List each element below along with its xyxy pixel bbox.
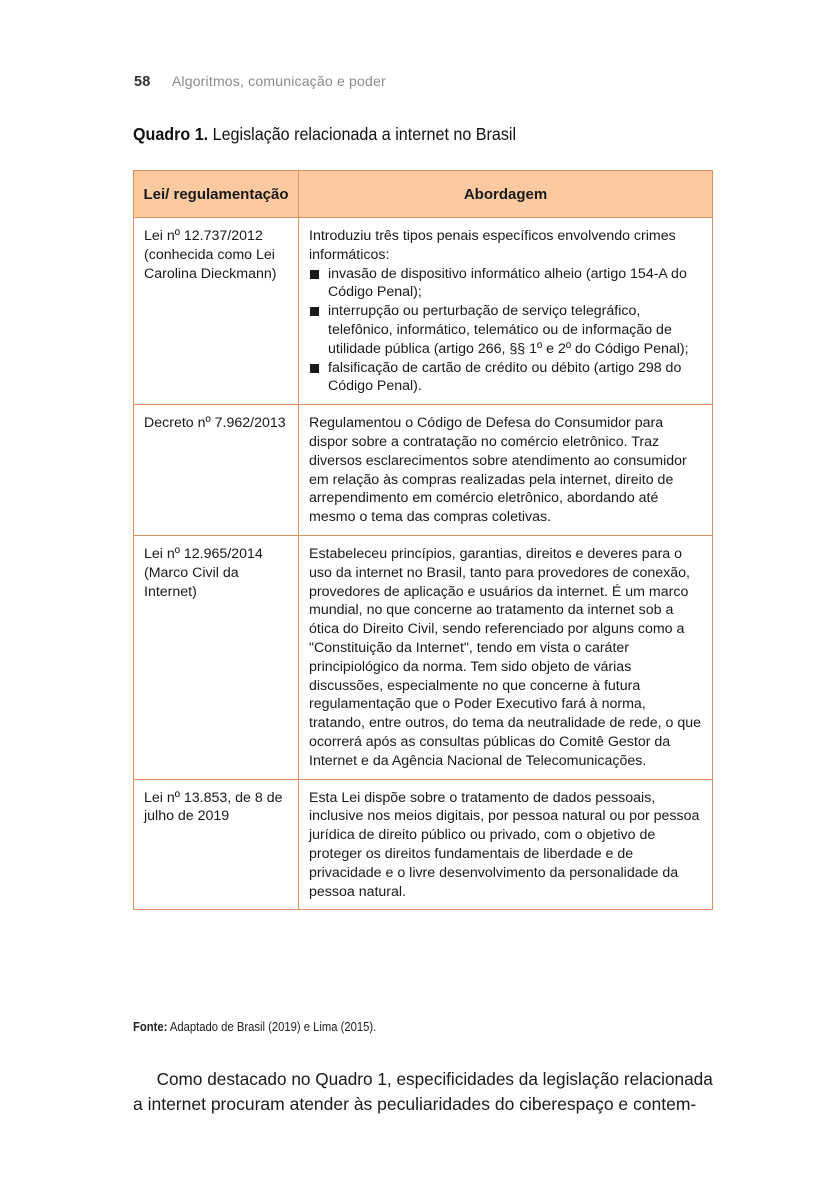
body-paragraph [133, 1067, 713, 1117]
running-header [134, 73, 386, 90]
bullet-item [309, 265, 702, 303]
description-cell [299, 218, 713, 405]
description-cell [299, 405, 713, 536]
paragraph-line: a internet procuram atender às peculiaridades do ciberespaço e contem- [133, 1094, 697, 1114]
bullet-item [309, 302, 702, 358]
bullet-list [309, 265, 702, 397]
column-header-approach: Abordagem [299, 171, 713, 218]
page-number: 58 [134, 74, 151, 90]
description-text: Introduziu três tipos penais específicos envolvendo crimes informáticos: [309, 228, 676, 263]
law-name: Lei nº 12.737/2012 (conhecida como Lei Carolina Dieckmann) [144, 228, 277, 282]
legislation-table [133, 170, 713, 910]
source-label: Fonte: [133, 1020, 168, 1034]
description-text: Estabeleceu princípios, garantias, direitos e deveres para o uso da internet no Brasil, tanto para provedores de conexão, provedores de aplicação e usuários da internet. É um marco mundial, no que concerne ao tratamento da internet sob a ótica do Direito Civil, sendo referenciado por alguns como a "Constituição da Internet", tendo em vista o caráter principiológico da norma. Tem sido objeto de várias discussões, especialmente no que concerne à futura regulamentação que o Poder Executivo fará à norma, tratando, entre outros, do tema da neutralidade de rede, o que ocorrerá após as consultas públicas do Comitê Gestor da Internet e da Agência Nacional de Telecomunicações. [309, 545, 702, 769]
description-cell [299, 535, 713, 779]
column-header-law: Lei/ regulamentação [134, 171, 299, 218]
table-row [134, 218, 713, 405]
description-text: Esta Lei dispõe sobre o tratamento de dados pessoais, inclusive nos meios digitais, por pessoa natural ou por pessoa jurídica de direito público ou privado, com o objetivo de proteger os direitos fundamentais de liberdade e de privacidade e o livre desenvolvimento da personalidade da pessoa natural. [309, 789, 700, 900]
description-text: Regulamentou o Código de Defesa do Consumidor para dispor sobre a contratação no comércio eletrônico. Traz diversos esclarecimentos sobre atendimento ao consumidor em relação às compras realizadas pela internet, direito de arrependimento em comércio eletrônico, abordando até mesmo o tema das compras coletivas. [309, 415, 687, 526]
table-header-row [134, 171, 713, 218]
law-cell [134, 405, 299, 536]
bullet-text: interrupção ou perturbação de serviço telegráfico, telefônico, informático, telemático ou de informação de utilidade pública (artigo 266, §§ 1º e 2º do Código Penal); [328, 303, 689, 357]
square-bullet-icon [310, 307, 319, 316]
table-caption [133, 124, 516, 145]
caption-label: Quadro 1. [133, 124, 209, 144]
square-bullet-icon [310, 270, 319, 279]
bullet-text: falsificação de cartão de crédito ou débito (artigo 298 do Código Penal). [328, 359, 682, 395]
table-row [134, 779, 713, 910]
law-name: Lei nº 13.853, de 8 de julho de 2019 [144, 789, 283, 825]
law-cell [134, 218, 299, 405]
table-row [134, 405, 713, 536]
bullet-text: invasão de dispositivo informático alheio (artigo 154-A do Código Penal); [328, 265, 687, 301]
table-row [134, 535, 713, 779]
bullet-item [309, 359, 702, 397]
description-cell [299, 779, 713, 910]
table-source [133, 1020, 376, 1034]
square-bullet-icon [310, 364, 319, 373]
running-title: Algoritmos, comunicação e poder [171, 73, 386, 89]
law-cell [134, 535, 299, 779]
law-name: Decreto nº 7.962/2013 [144, 415, 286, 432]
source-text: Adaptado de Brasil (2019) e Lima (2015). [169, 1020, 377, 1034]
paragraph-line: Como destacado no Quadro 1, especificidades da legislação relacionada [156, 1069, 713, 1089]
law-cell [134, 779, 299, 910]
caption-title: Legislação relacionada a internet no Brasil [212, 124, 517, 144]
law-name: Lei nº 12.965/2014 (Marco Civil da Internet) [144, 545, 263, 600]
